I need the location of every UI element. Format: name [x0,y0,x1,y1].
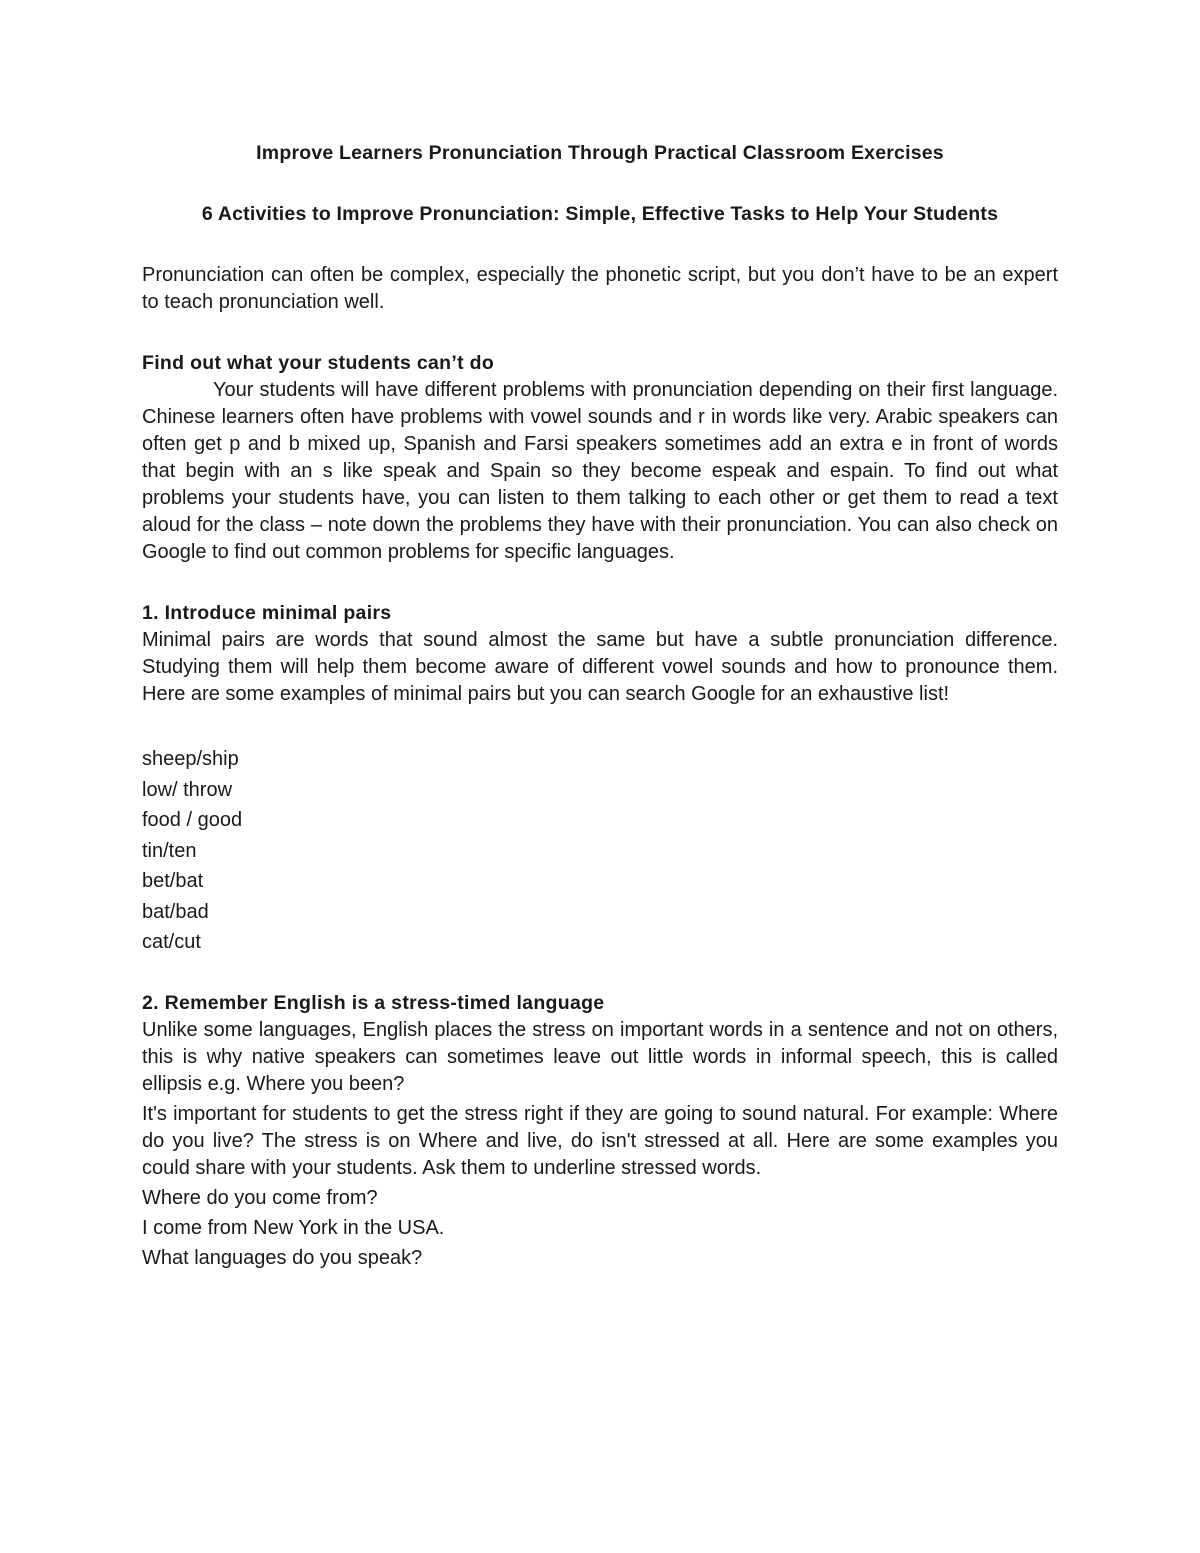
list-item: low/ throw [142,778,233,801]
example-sentence: What languages do you speak? [142,1246,423,1269]
find-out-heading: Find out what your students can’t do [142,352,495,374]
section-1-paragraph: Minimal pairs are words that sound almost the same but have a subtle pronunciation difference. Studying them will help them become aware of different vowel sounds and how to pronounce them. Here are some examples of minimal pairs but you can search Google for an exhaustive list! [142,629,1058,705]
intro-paragraph: Pronunciation can often be complex, especially the phonetic script, but you don’t have to be an expert to teach pronunciation well. [142,264,1058,313]
example-sentences [142,1185,1058,1272]
list-item: tin/ten [142,839,197,862]
document-page [142,140,1058,1272]
minimal-pairs-list [142,744,1058,958]
list-item: bat/bad [142,900,209,923]
example-sentence: I come from New York in the USA. [142,1216,445,1239]
section-2-paragraph-2: It's important for students to get the stress right if they are going to sound natural. For example: Where do you live? The stress is on Where and live, do isn't stressed at all. Here are some examples you could share with your students. Ask them to underline stressed words. [142,1102,1058,1179]
section-1-heading: 1. Introduce minimal pairs [142,602,392,624]
list-item: cat/cut [142,931,201,953]
section-2-paragraph-1: Unlike some languages, English places the stress on important words in a sentence and not on others, this is why native speakers can sometimes leave out little words in informal speech, this is called ellipsis e.g. Where you been? [142,1018,1058,1095]
document-title: Improve Learners Pronunciation Through Practical Classroom Exercises [256,142,944,164]
section-2-heading: 2. Remember English is a stress-timed language [142,991,605,1014]
list-item: bet/bat [142,870,204,892]
find-out-paragraph: Your students will have different problems with pronunciation depending on their first language. Chinese learners often have problems with vowel sounds and r in words like very. Arabic speakers can often get p and b mixed up, Spanish and Farsi speakers sometimes add an extra e in front of words that begin with an s like speak and Spain so they become espeak and espain. To find out what problems your students have, you can listen to them talking to each other or get them to read a text aloud for the class – note down the problems they have with their pronunciation. You can also check on Google to find out common problems for specific languages. [142,379,1058,563]
list-item: food / good [142,809,243,831]
document-subtitle: 6 Activities to Improve Pronunciation: Simple, Effective Tasks to Help Your Students [201,203,999,225]
list-item: sheep/ship [142,748,239,770]
example-sentence: Where do you come from? [142,1186,378,1209]
